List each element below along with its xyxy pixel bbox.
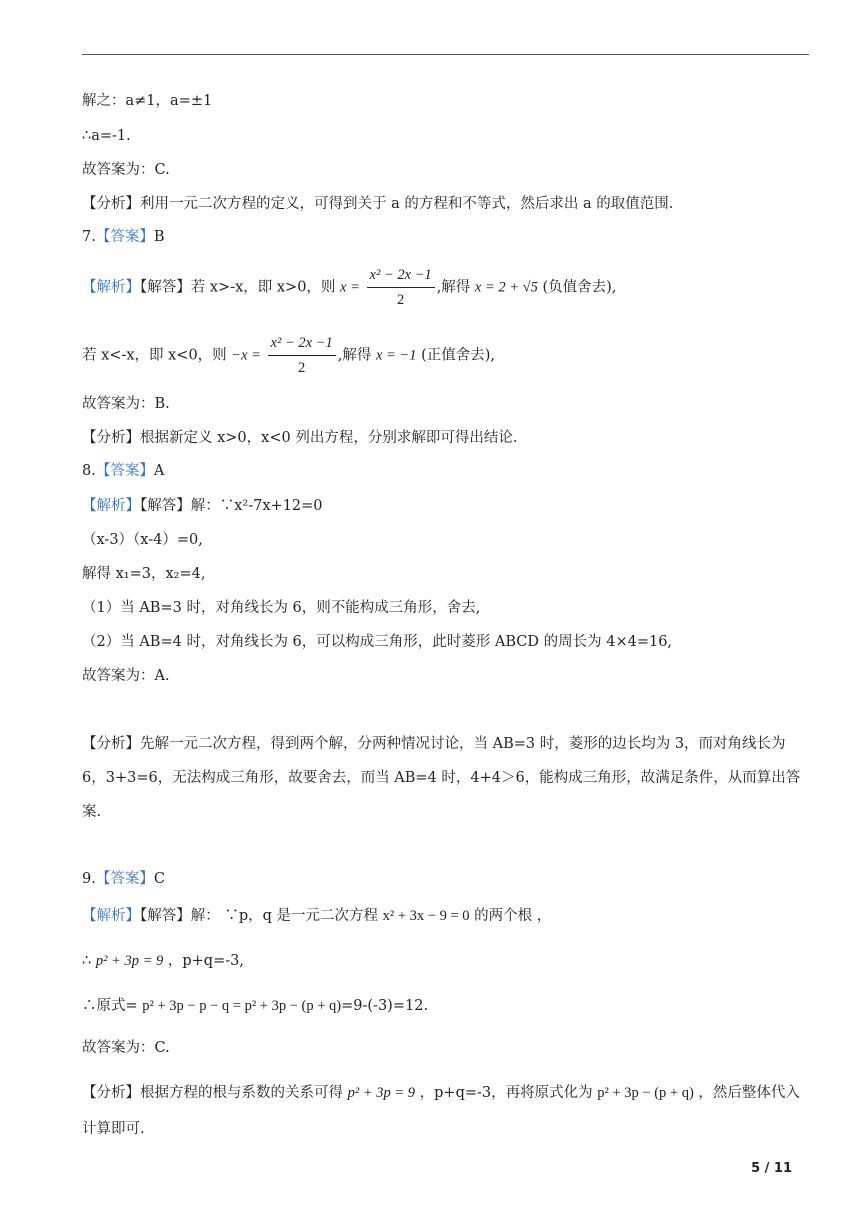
equation: x = −1 bbox=[375, 347, 417, 364]
solution-text: (正值舍去), bbox=[421, 347, 495, 364]
analysis-paragraph bbox=[82, 727, 810, 829]
q9-solution-line-2 bbox=[82, 951, 810, 971]
solution-text: 若 x>-x，即 x>0，则 bbox=[190, 279, 336, 296]
text-line: （x-3）（x-4）=0, bbox=[82, 532, 203, 548]
q7-solution-line-1 bbox=[82, 266, 810, 309]
question-9-answer bbox=[82, 869, 810, 889]
equation: x = bbox=[340, 279, 360, 296]
header-rule bbox=[82, 54, 809, 55]
question-number: 8. bbox=[82, 463, 96, 479]
question-8-answer bbox=[82, 461, 810, 481]
answer-value: B bbox=[153, 229, 165, 245]
solution-text: ∴原式= bbox=[82, 998, 138, 1014]
analysis-text: 根据方程的根与系数的关系可得 bbox=[140, 1085, 343, 1101]
solution-text: 解：∵x²-7x+12=0 bbox=[190, 498, 323, 514]
fraction-denominator: 2 bbox=[298, 360, 306, 376]
text-line: 故答案为：B. bbox=[82, 396, 170, 412]
text-line: （1）当 AB=3 时，对角线长为 6，则不能构成三角形，舍去, bbox=[82, 600, 481, 616]
solution-text: =9-(-3)=12. bbox=[341, 998, 429, 1014]
jieda-tag: 【解答】 bbox=[140, 498, 191, 514]
jiexi-tag: 【解析】 bbox=[82, 498, 140, 514]
question-7-answer bbox=[82, 227, 810, 247]
equation: x = 2 + √5 bbox=[474, 279, 538, 296]
analysis-line bbox=[82, 194, 810, 214]
analysis-tag: 【分析】 bbox=[82, 196, 140, 212]
q9-solution-line-3 bbox=[82, 996, 810, 1016]
text-line: ∴a=-1. bbox=[82, 128, 131, 144]
text-line: 故答案为：C. bbox=[82, 1040, 170, 1056]
answer-tag: 【答案】 bbox=[95, 463, 154, 479]
analysis-text: ，p+q=-3，再将原式化为 bbox=[419, 1085, 593, 1101]
fraction-numerator: x² − 2x −1 bbox=[367, 266, 435, 288]
equation: p² + 3p − p − q = p² + 3p − (p + q) bbox=[142, 998, 342, 1014]
text-line: 解之：a≠1，a=±1 bbox=[82, 93, 213, 109]
solution-text: 若 x<-x，即 x<0，则 bbox=[82, 347, 227, 364]
equation: −x = bbox=[231, 347, 261, 364]
answer-value: A bbox=[153, 463, 165, 479]
equation: x² + 3x − 9 = 0 bbox=[382, 908, 470, 924]
jieda-tag: 【解答】 bbox=[140, 908, 191, 924]
text-line: 解得 x₁=3，x₂=4, bbox=[82, 566, 206, 582]
answer-tag: 【答案】 bbox=[95, 871, 154, 887]
fraction-denominator: 2 bbox=[396, 292, 405, 308]
fraction bbox=[367, 266, 435, 309]
jiexi-tag: 【解析】 bbox=[82, 908, 140, 924]
question-number: 9. bbox=[82, 871, 96, 887]
q8-solution-line bbox=[82, 496, 810, 516]
q9-analysis-line-1 bbox=[82, 1075, 810, 1147]
analysis-text: 利用一元二次方程的定义，可得到关于 a 的方程和不等式，然后求出 a 的取值范围. bbox=[140, 196, 674, 212]
fraction-numerator: x² − 2x −1 bbox=[268, 334, 336, 356]
analysis-text: ，然后整体代入计算即可. bbox=[82, 1085, 800, 1137]
analysis-line bbox=[82, 428, 810, 448]
solution-text: ∴ bbox=[82, 953, 92, 969]
answer-value: C bbox=[153, 871, 165, 887]
jieda-tag: 【解答】 bbox=[140, 279, 191, 296]
page-number: 5 / 11 bbox=[751, 1161, 792, 1176]
text-line: （2）当 AB=4 时，对角线长为 6，可以构成三角形，此时菱形 ABCD 的周长为 4×4=16, bbox=[82, 634, 673, 650]
analysis-tag: 【分析】 bbox=[82, 1085, 140, 1101]
text-line: 故答案为：C. bbox=[82, 162, 170, 178]
solution-text: ,解得 bbox=[436, 279, 471, 296]
solution-text: 的两个根 ， bbox=[474, 908, 552, 924]
jiexi-tag: 【解析】 bbox=[82, 279, 140, 296]
solution-text: 解： ∵p，q 是一元二次方程 bbox=[190, 908, 379, 924]
equation: p² + 3p − (p + q) bbox=[597, 1085, 694, 1101]
answer-tag: 【答案】 bbox=[95, 229, 154, 245]
analysis-tag: 【分析】 bbox=[82, 736, 140, 752]
analysis-tag: 【分析】 bbox=[82, 430, 140, 446]
equation: p² + 3p = 9 bbox=[95, 953, 164, 969]
q9-solution-line-1 bbox=[82, 906, 810, 926]
analysis-text: 先解一元二次方程，得到两个解，分两种情况讨论，当 AB=3 时，菱形的边长均为 3，而对角线长为 6，3+3=6，无法构成三角形，故要舍去，而当 AB=4 时，4+4＞6，能构成三角形，故满足条件，从而算出答案. bbox=[82, 736, 801, 820]
solution-text: ，p+q=-3, bbox=[167, 953, 244, 969]
solution-text: ,解得 bbox=[337, 347, 372, 364]
solution-text: (负值舍去), bbox=[542, 279, 617, 296]
question-number: 7. bbox=[82, 229, 96, 245]
analysis-text: 根据新定义 x>0，x<0 列出方程，分别求解即可得出结论. bbox=[140, 430, 518, 446]
fraction bbox=[268, 334, 336, 377]
text-line: 故答案为：A. bbox=[82, 668, 170, 684]
q7-solution-line-2 bbox=[82, 334, 810, 377]
equation: p² + 3p = 9 bbox=[347, 1085, 416, 1101]
